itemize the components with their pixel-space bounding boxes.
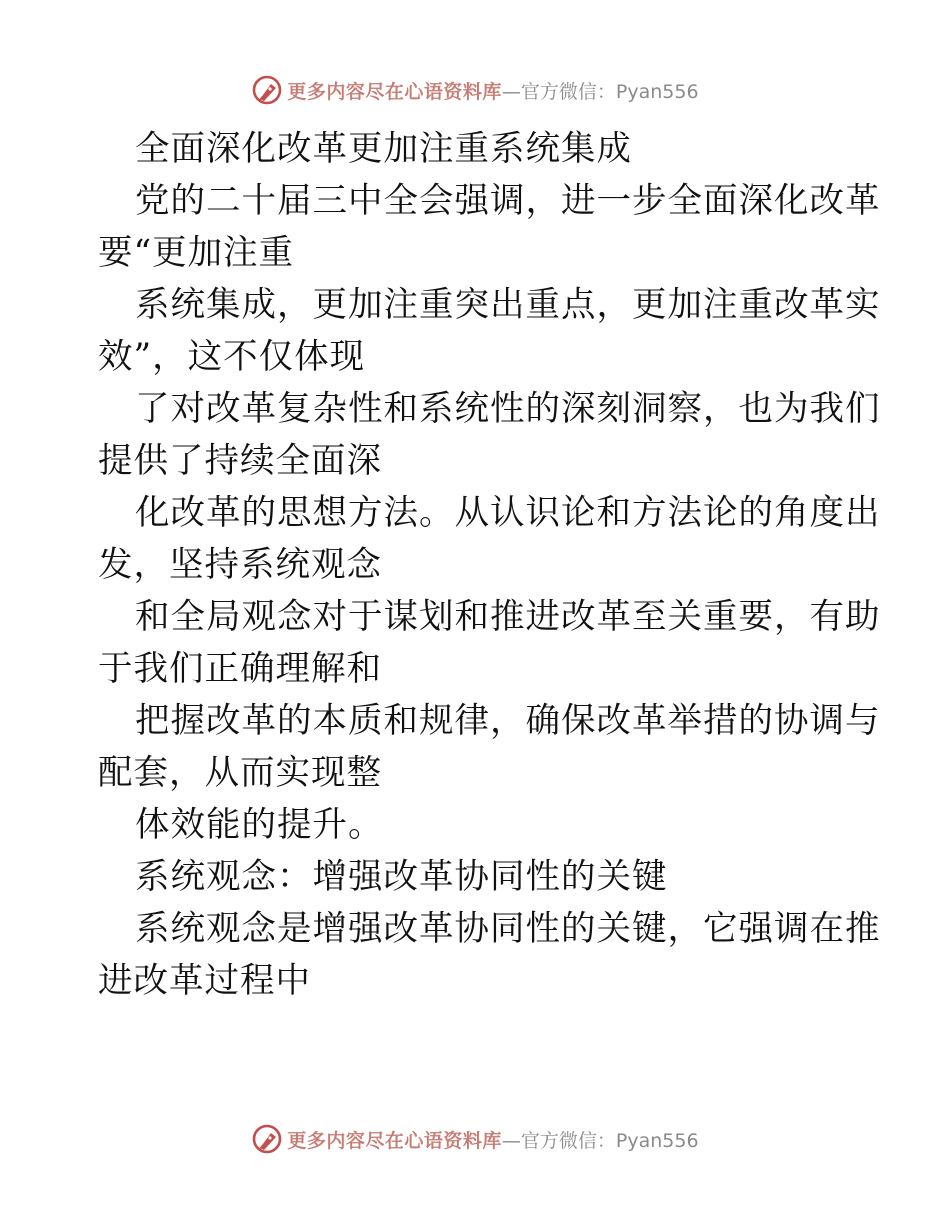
- watermark-wechat-text: —官方微信：Pyan556: [501, 1129, 699, 1152]
- text-line: 系统集成，更加注重突出重点，更加注重改革实: [135, 285, 881, 325]
- text-line: 了对改革复杂性和系统性的深刻洞察，也为我们: [135, 389, 881, 429]
- text-line: 和全局观念对于谋划和推进改革至关重要，有助: [135, 597, 881, 637]
- text-line: 发，坚持系统观念: [98, 545, 382, 585]
- text-line: 效”，这不仅体现: [98, 337, 366, 377]
- text-line: 进改革过程中: [98, 961, 311, 1001]
- text-line: 提供了持续全面深: [98, 441, 382, 481]
- text-line: 把握改革的本质和规律，确保改革举措的协调与: [135, 701, 881, 741]
- text-line: 要“更加注重: [98, 233, 295, 273]
- text-line: 全面深化改革更加注重系统集成: [135, 129, 632, 169]
- watermark-site-text: 更多内容尽在心语资料库: [287, 80, 502, 103]
- text-line: 系统观念是增强改革协同性的关键，它强调在推: [135, 909, 881, 949]
- text-line: 体效能的提升。: [135, 805, 384, 845]
- text-line: 于我们正确理解和: [98, 649, 382, 689]
- watermark-footer: [0, 1119, 950, 1159]
- text-line: 党的二十届三中全会强调，进一步全面深化改革: [135, 181, 881, 221]
- text-line: 系统观念：增强改革协同性的关键: [135, 857, 668, 897]
- document-body: [98, 123, 881, 1007]
- watermark-wechat-text: —官方微信：Pyan556: [501, 80, 699, 103]
- pen-nib-logo-icon: [251, 1123, 283, 1155]
- text-line: 配套，从而实现整: [98, 753, 382, 793]
- watermark-site-text: 更多内容尽在心语资料库: [287, 1129, 502, 1152]
- pen-nib-logo-icon: [251, 74, 283, 106]
- watermark-header: [0, 70, 950, 110]
- text-line: 化改革的思想方法。从认识论和方法论的角度出: [135, 493, 881, 533]
